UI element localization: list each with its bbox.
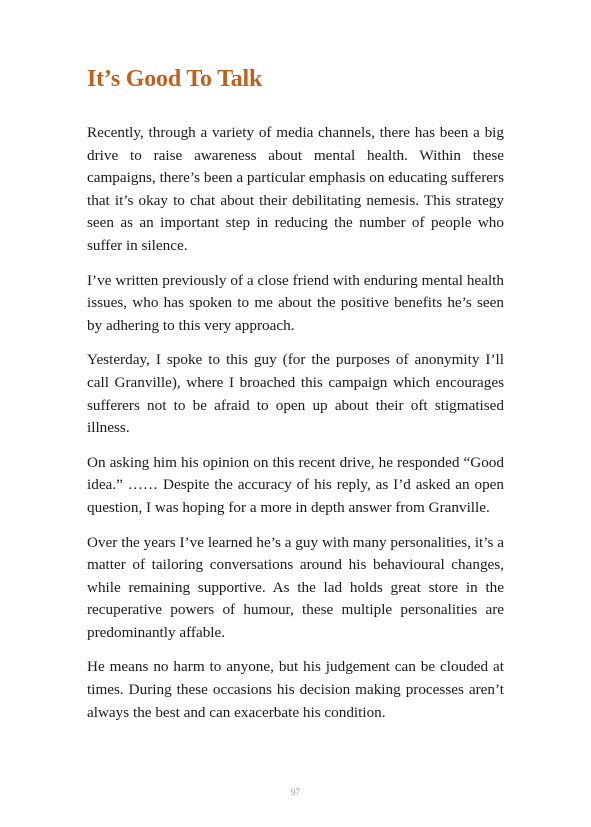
page-number: 97 [291, 787, 300, 797]
chapter-body [87, 122, 504, 736]
paragraph-4: On asking him his opinion on this recent drive, he responded “Good idea.” …… Despite the accuracy of his reply, as I’d asked an open question, I was hoping for a more in depth answer from Granville. [87, 453, 504, 516]
paragraph-5: Over the years I’ve learned he’s a guy with many personalities, it’s a matter of tailoring conversations around his behavioural changes, while remaining supportive. As the lad holds great store in the recuperative powers of humour, these multiple personalities are predominantly affable. [87, 533, 504, 641]
paragraph-6: He means no harm to anyone, but his judgement can be clouded at times. During these occasions his decision making processes aren’t always the best and can exacerbate his condition. [87, 658, 504, 721]
paragraph-2: I’ve written previously of a close friend with enduring mental health issues, who has spoken to me about the positive benefits he’s seen by adhering to this very approach. [87, 271, 504, 334]
paragraph-3: Yesterday, I spoke to this guy (for the purposes of anonymity I’ll call Granville), where I broached this campaign which encourages sufferers not to be afraid to open up about their oft stigmatised illness. [87, 351, 504, 437]
paragraph-1: Recently, through a variety of media channels, there has been a big drive to raise awareness about mental health. Within these campaigns, there’s been a particular emphasis on educating sufferers that it’s okay to chat about their debilitating nemesis. This strategy seen as an important step in reducing the number of people who suffer in silence. [87, 124, 504, 254]
chapter-title: It’s Good To Talk [87, 66, 263, 92]
